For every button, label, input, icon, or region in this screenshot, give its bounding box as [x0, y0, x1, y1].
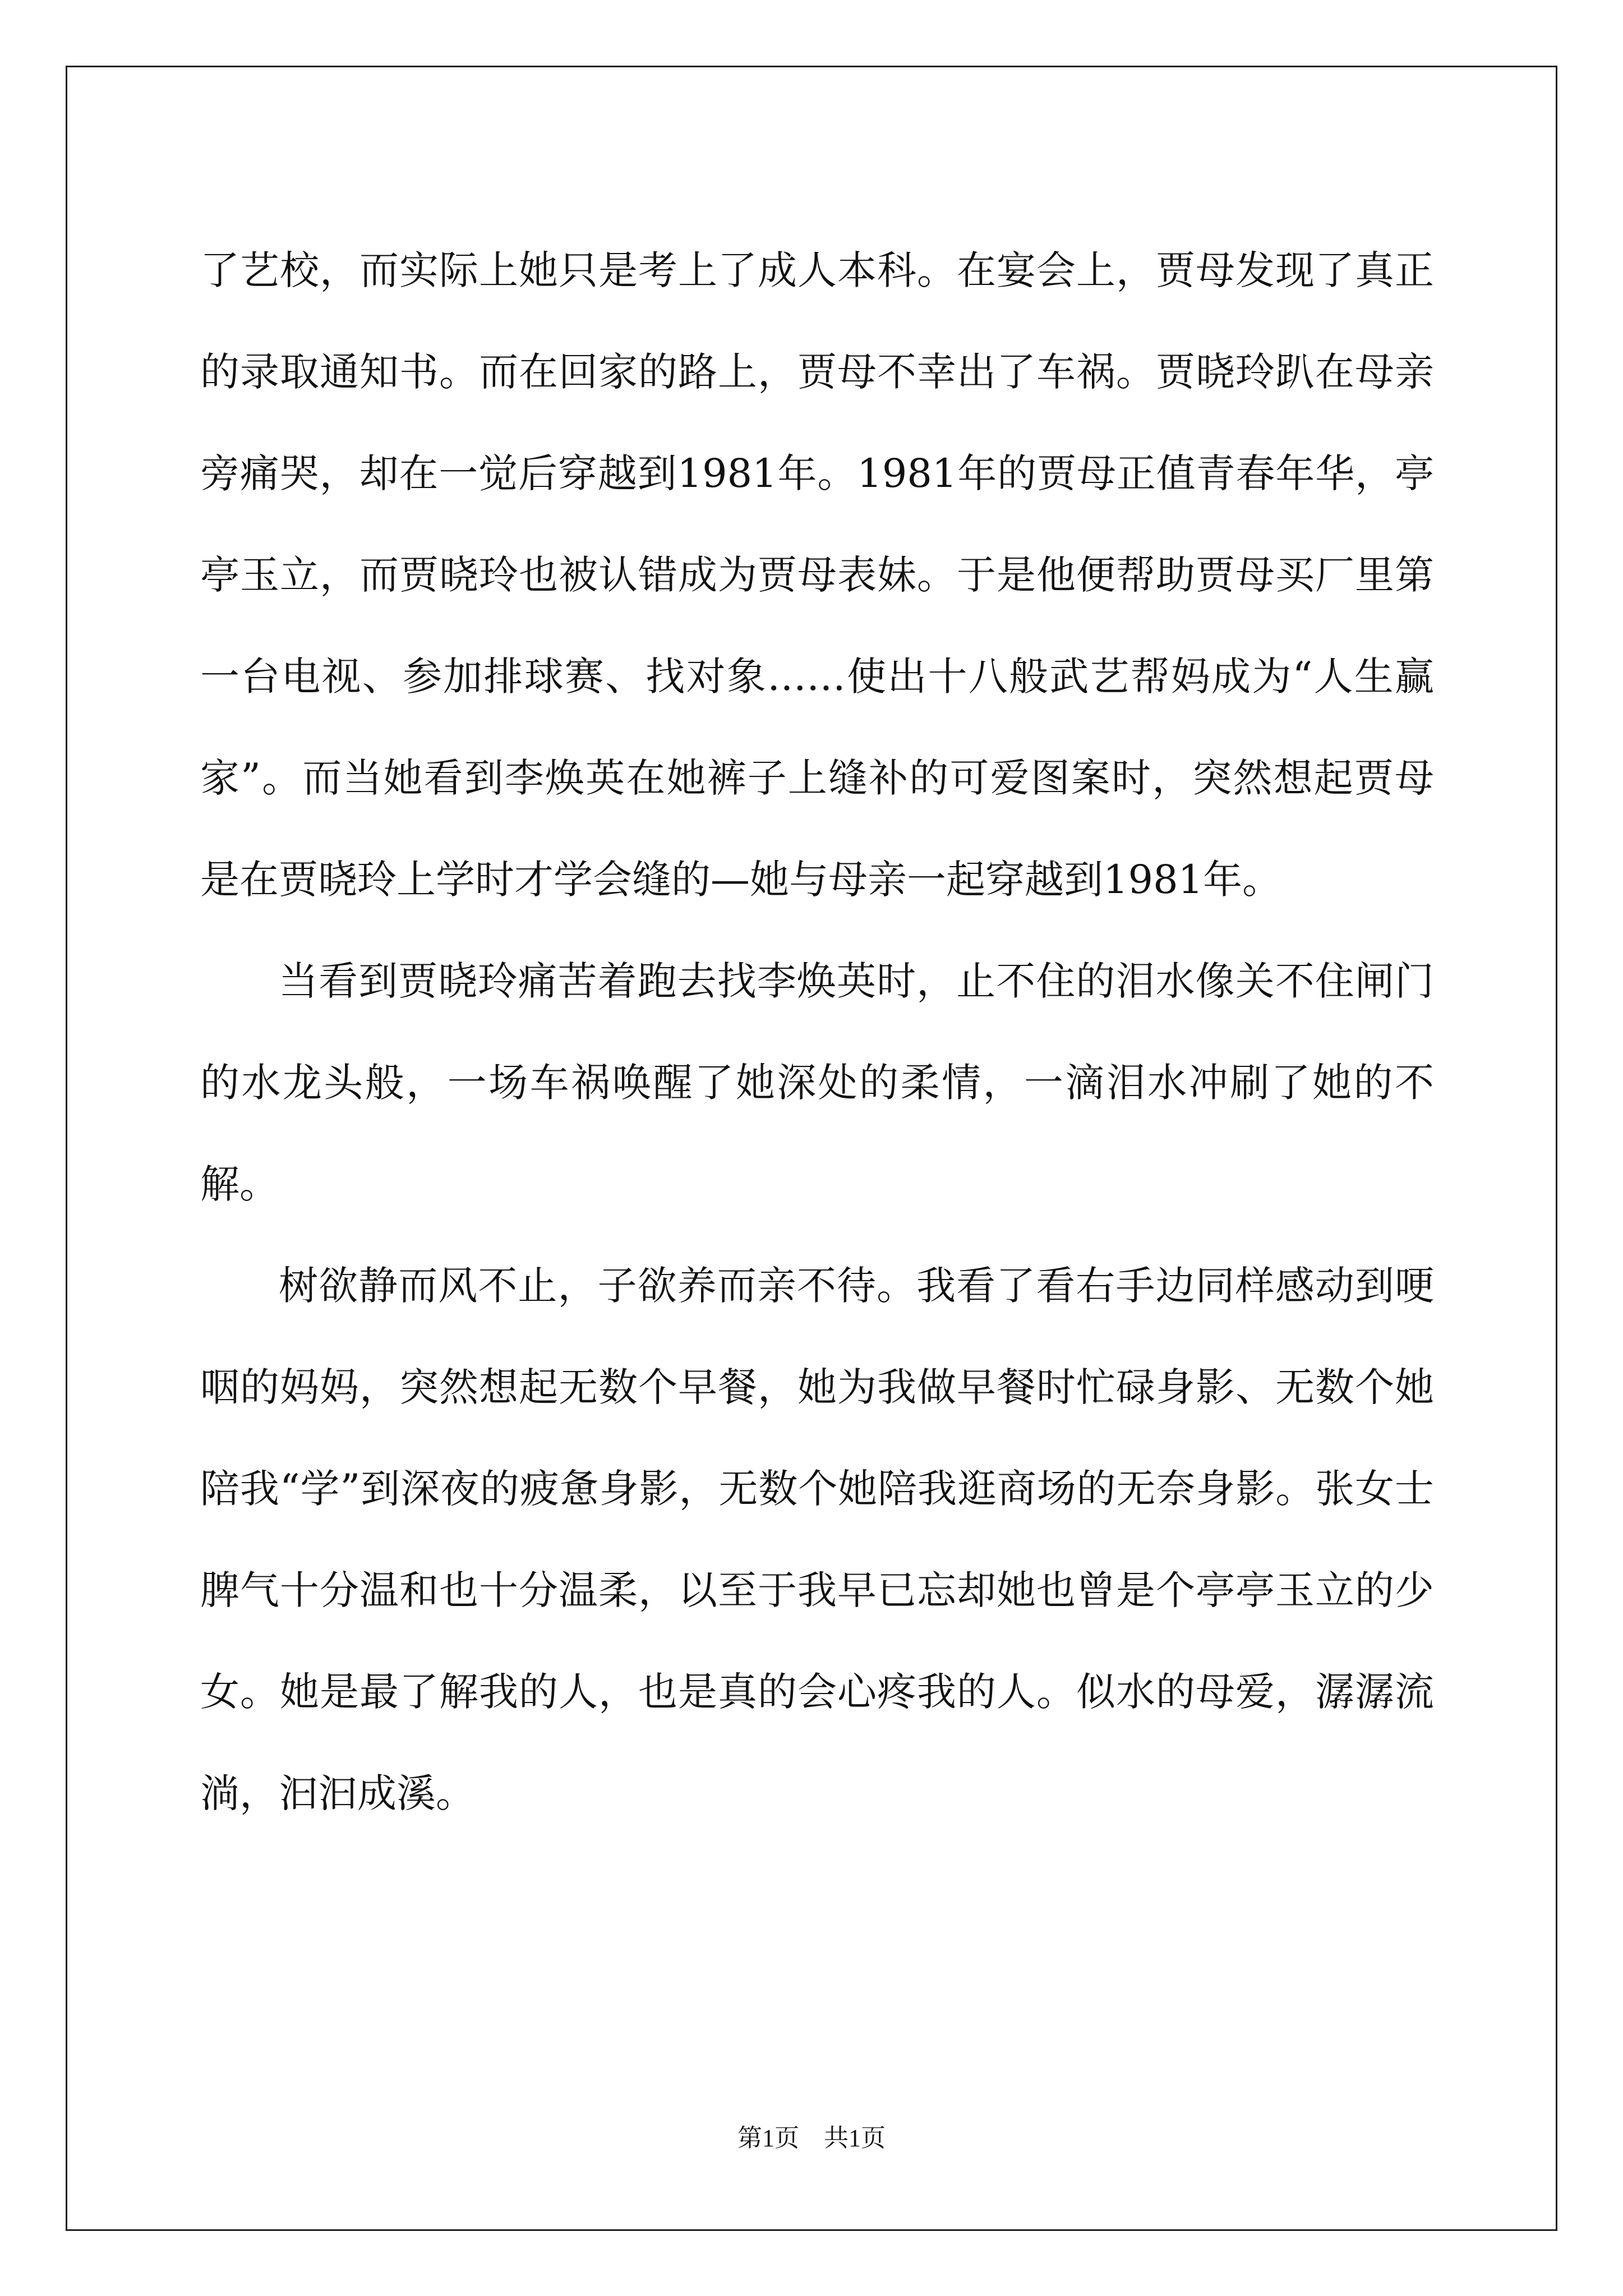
document-body: [200, 220, 1434, 1844]
page-footer: 第1页 共1页: [737, 2124, 886, 2152]
paragraph: 树欲静而风不止，子欲养而亲不待。我看了看右手边同样感动到哽咽的妈妈，突然想起无数个早餐，她为我做早餐时忙碌身影、无数个她陪我“学”到深夜的疲惫身影，无数个她陪我逛商场的无奈身影。张女士脾气十分温和也十分温柔，以至于我早已忘却她也曾是个亭亭玉立的少女。她是最了解我的人，也是真的会心疼我的人。似水的母爱，潺潺流淌，汩汩成溪。: [200, 1263, 1434, 1816]
paragraph-continuation: 了艺校，而实际上她只是考上了成人本科。在宴会上，贾母发现了真正的录取通知书。而在回家的路上，贾母不幸出了车祸。贾晓玲趴在母亲旁痛哭，却在一觉后穿越到1981年。1981年的贾母正值青春年华，亭亭玉立，而贾晓玲也被认错成为贾母表妹。于是他便帮助贾母买厂里第一台电视、参加排球赛、找对象……使出十八般武艺帮妈成为“人生赢家”。而当她看到李焕英在她裤子上缝补的可爱图案时，突然想起贾母是在贾晓玲上学时才学会缝的—她与母亲一起穿越到1981年。: [200, 247, 1434, 903]
paragraph: 当看到贾晓玲痛苦着跑去找李焕英时，止不住的泪水像关不住闸门的水龙头般，一场车祸唤醒了她深处的柔情，一滴泪水冲刷了她的不解。: [200, 958, 1434, 1207]
